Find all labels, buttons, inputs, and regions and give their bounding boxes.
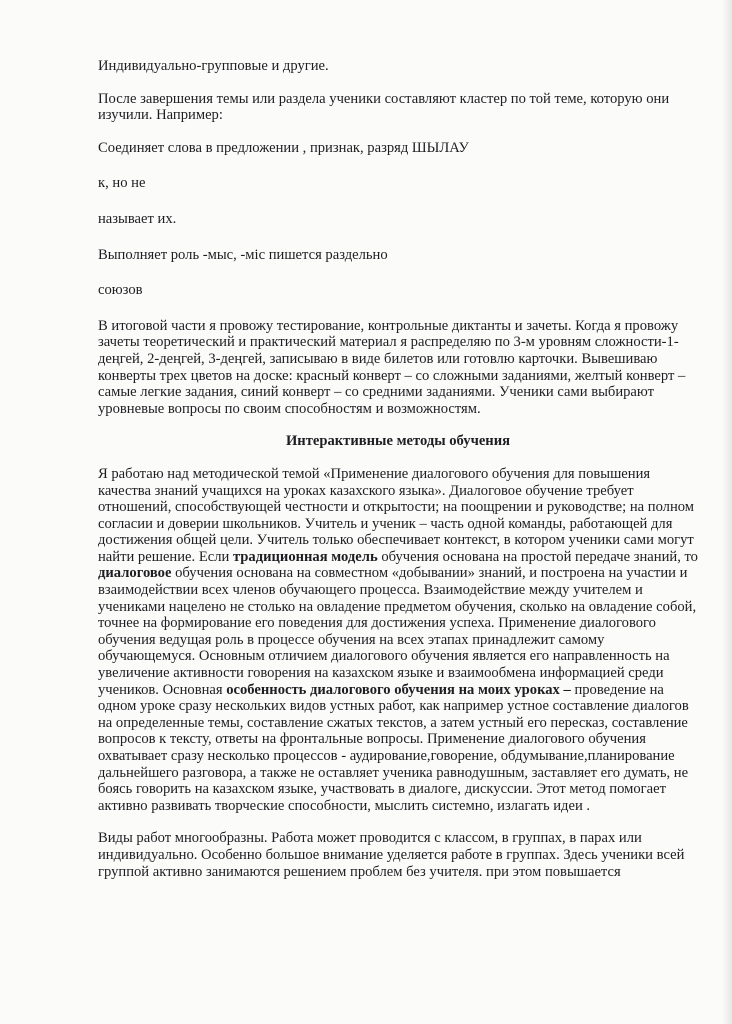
text-line-nazyvaet: называет их. [98, 210, 177, 227]
bold-term-feature: особенность диалогового обучения на моих уроках – [226, 681, 571, 698]
text-run: проведение на одном уроке сразу нескольких видов устных работ, как например устное составление диалогов на определенные темы, составление сжатых текстов, а затем устный его пересказ, составление вопросов к тексту, ответы на фронтальные вопросы. Применение диалогового обучения охватывает сразу несколько процессов - аудирование,говорение, обдумывание,планирование дальнейшего разговора, а также не оставляет ученика равнодушным, заставляет его думать, не боясь говорить на казахском языке, участвовать в диалоге, дискуссии. Этот метод помогает активно развивать творческие способности, мыслить системно, излагать идеи . [98, 681, 689, 814]
text-run: обучения основана на совместном «добывании» знаний, и построена на участии и взаимодействии всех членов обучающего процесса. Взаимодействие между учителем и учениками нацелено не столько на овладение предметом обучения, сколько на овладение собой, точнее на формирование его поведения для достижения успеха. Применение диалогового обучения ведущая роль в процессе обучения на всех этапах принадлежит самому обучающемуся. Основным отличием диалогового обучения является его направленность на увеличение активности говорения на казахском языке и взаимообмена информацией среди учеников. Основная [98, 565, 697, 698]
text-line-shylau: Соединяет слова в предложении , признак, разряд ШЫЛАУ [98, 139, 469, 156]
text-run: Я работаю над методической темой «Применение диалогового обучения для повышения качества знаний учащихся на уроках казахского языка». Диалоговое обучение требует отношений, способствующей честности и открытости; на поощрении и руководстве; на полном согласии и доверии школьников. Учитель и ученик – часть одной команды, работающей для достижения общей цели. Учитель только обеспечивает контекст, в котором ученики сами могут найти решение. Если [98, 465, 695, 565]
bold-term-dialog: диалоговое [98, 565, 172, 582]
text-line-soyuzov: союзов [98, 282, 143, 299]
document-body [98, 58, 698, 896]
text-run: обучения основана на простой передаче знаний, то [377, 548, 698, 565]
text-line-k-no-ne: к, но не [98, 175, 146, 192]
text-paragraph-dialog-learning [98, 466, 698, 814]
text-paragraph-cluster: После завершения темы или раздела ученики составляют кластер по той теме, которую они изучили. Например: [98, 90, 670, 124]
text-paragraph-final-test: В итоговой части я провожу тестирование, контрольные диктанты и зачеты. Когда я провожу зачеты теоретический и практический материал я распределяю по 3-м уровням сложности-1-деңгей, 2-деңгей, 3-деңгей, записываю в виде билетов или готовлю карточки. Вывешиваю конверты трех цветов на доске: красный конверт – со сложными заданиями, желтый конверт – самые легкие задания, синий конверт – со средними заданиями. Ученики сами выбирают уровневые вопросы по своим способностям и возможностям. [98, 317, 686, 417]
bold-term-traditional-model: традиционная модель [232, 548, 378, 565]
text-line-groups: Индивидуально-групповые и другие. [98, 58, 329, 74]
text-line-rol: Выполняет роль -мыс, -міс пишется раздельно [98, 246, 388, 263]
section-heading: Интерактивные методы обучения [285, 433, 511, 450]
text-paragraph-work-types: Виды работ многообразны. Работа может проводится с классом, в группах, в парах или индивидуально. Особенно большое внимание уделяется работе в группах. Здесь ученики всей группой активно занимаются решением проблем без учителя. при этом повышается [98, 830, 685, 880]
page-edge-shadow [722, 0, 732, 1024]
